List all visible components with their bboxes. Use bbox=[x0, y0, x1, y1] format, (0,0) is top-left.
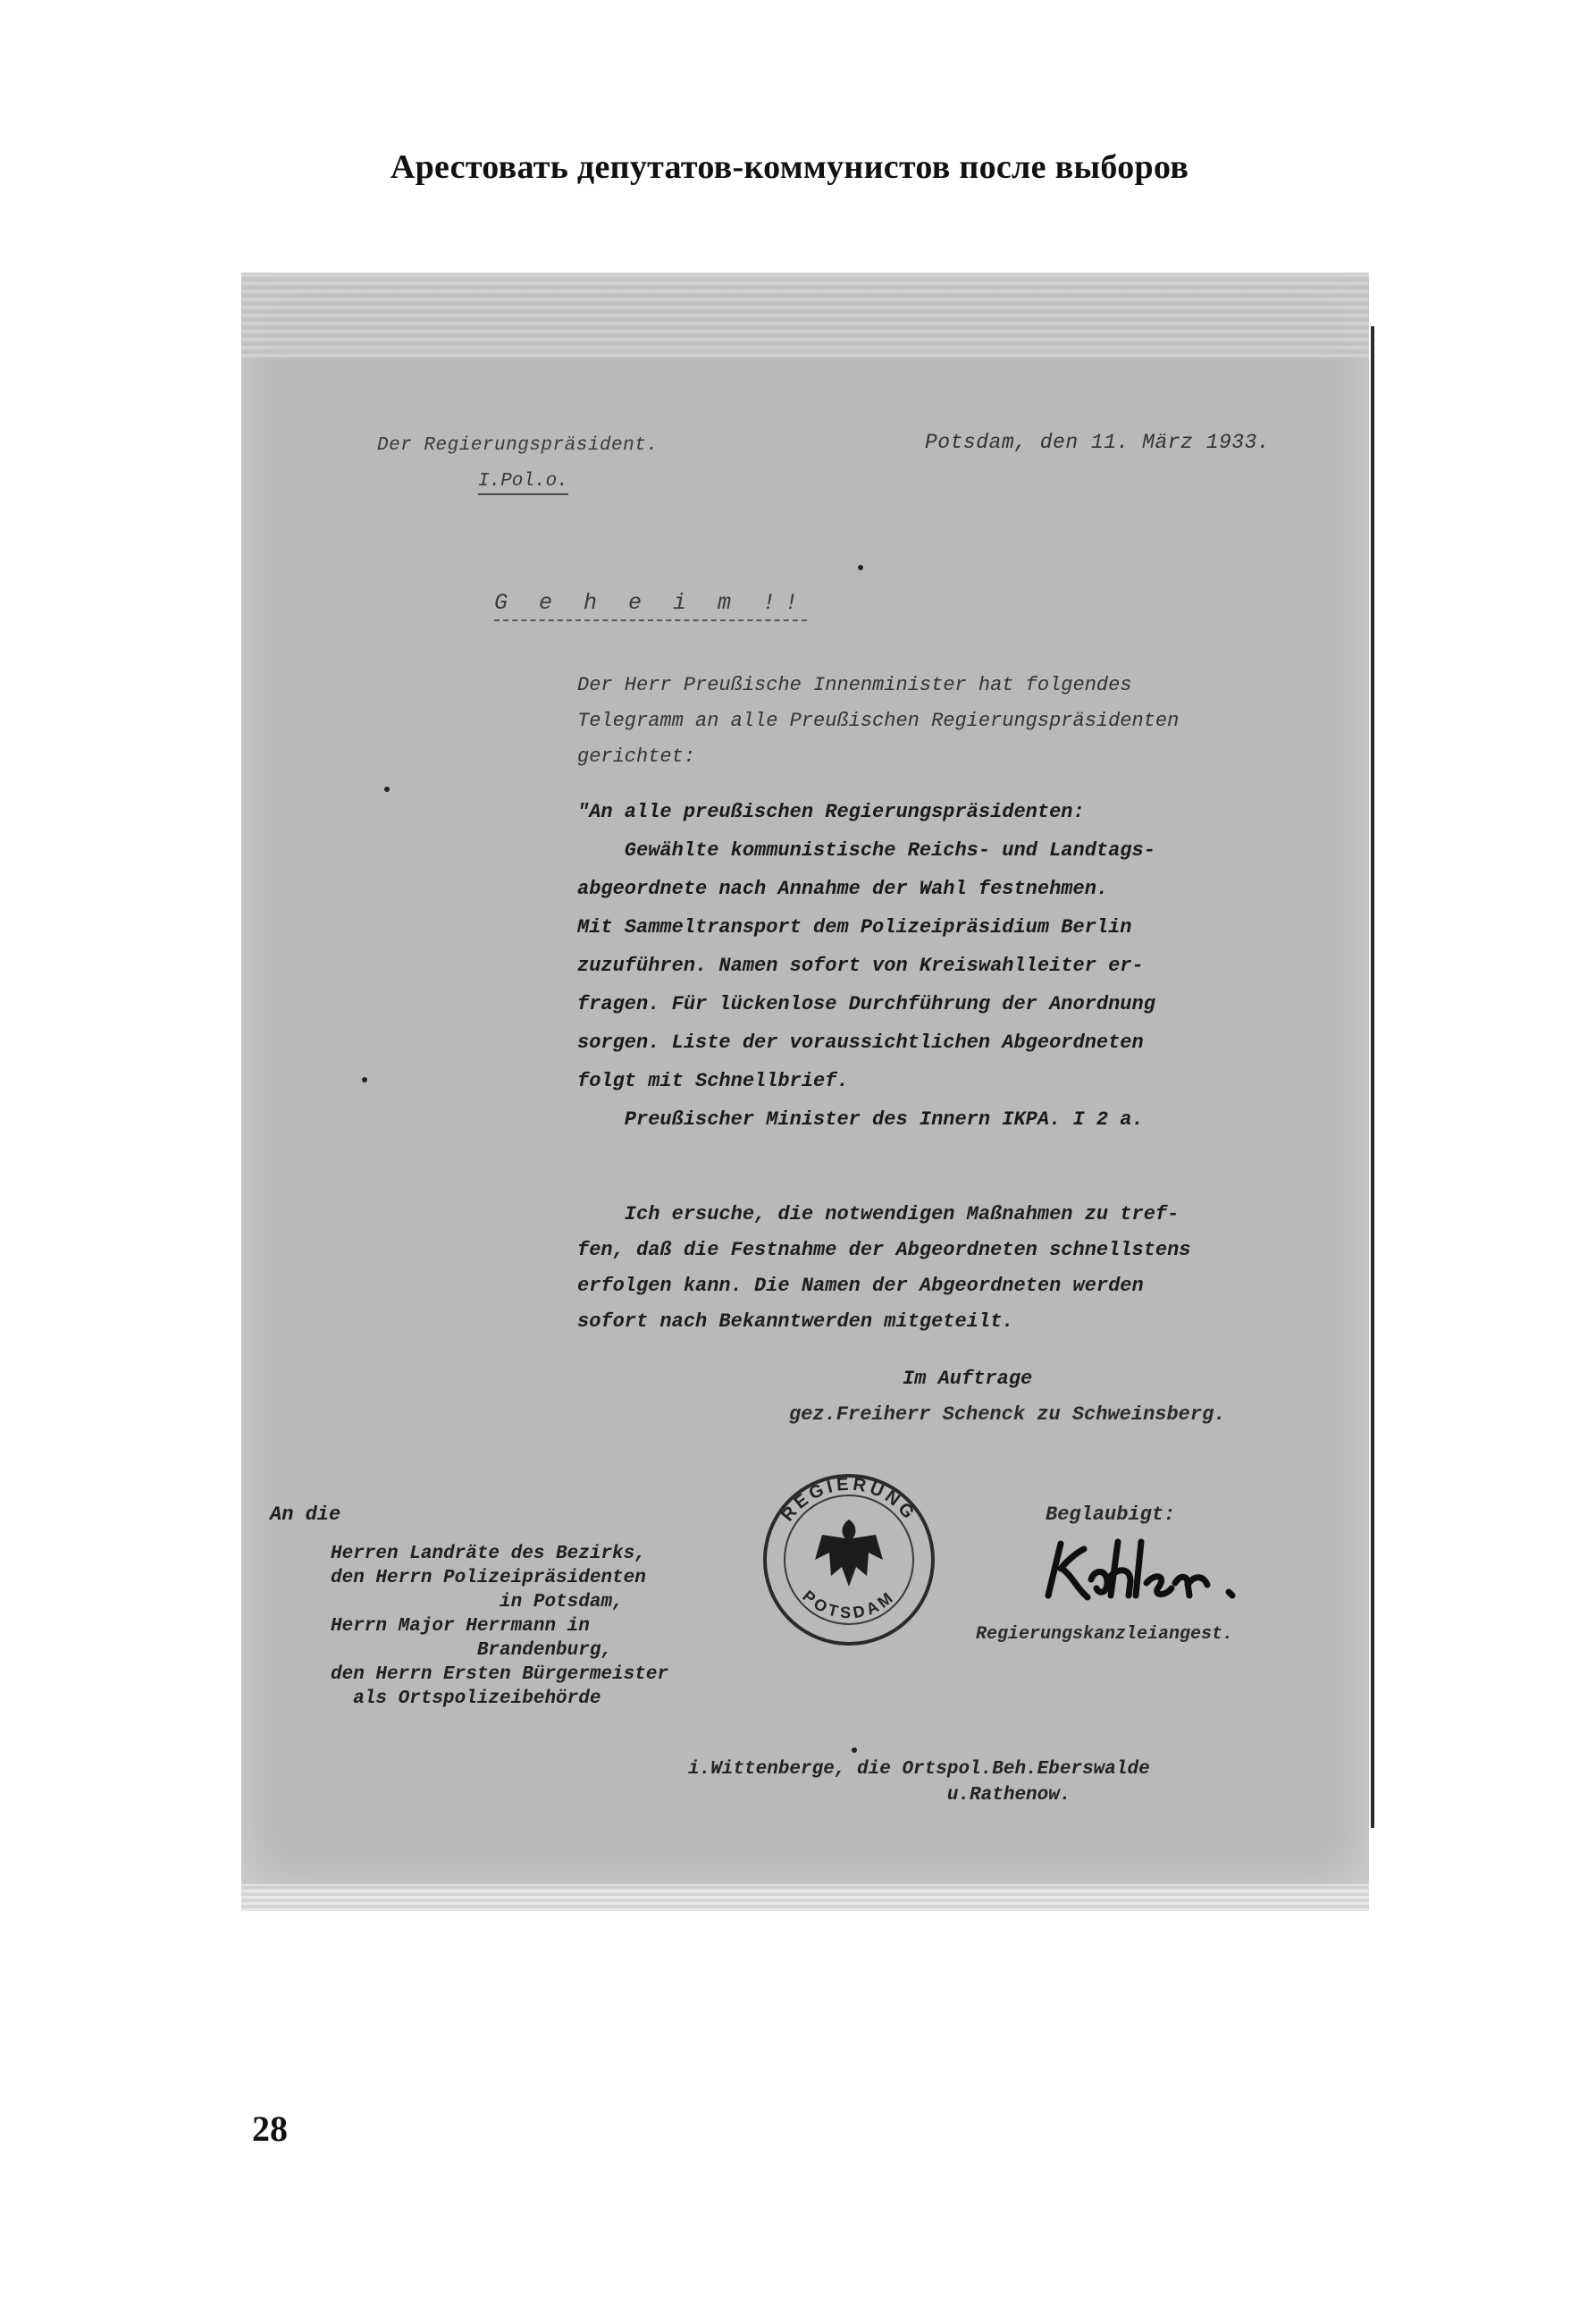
classification-mark: G e h e i m !! bbox=[494, 590, 807, 621]
dateline: Potsdam, den 11. März 1933. bbox=[925, 431, 1271, 454]
addressee-line: den Herrn Polizeipräsidenten bbox=[331, 1568, 646, 1588]
page-number: 28 bbox=[252, 2109, 288, 2149]
addressee-line: Herren Landräte des Bezirks, bbox=[331, 1544, 646, 1564]
telegram-line: Mit Sammeltransport dem Polizeipräsidium Berlin bbox=[577, 916, 1132, 939]
closing-phrase: Im Auftrage bbox=[903, 1368, 1033, 1390]
document-photo bbox=[241, 273, 1369, 1889]
page-title: Арестовать депутатов-коммунистов после выборов bbox=[390, 148, 1189, 186]
telegram-line: Gewählte kommunistische Reichs- und Landtags- bbox=[577, 839, 1155, 862]
telegram-line: "An alle preußischen Regierungspräsidenten: bbox=[577, 801, 1085, 823]
telegram-text bbox=[577, 793, 1355, 1139]
intro-line: gerichtet: bbox=[577, 745, 696, 768]
telegram-line: Preußischer Minister des Innern IKPA. I 2 a. bbox=[577, 1108, 1144, 1131]
svg-text:REGIERUNG bbox=[777, 1475, 920, 1526]
intro-line: Der Herr Preußische Innenminister hat folgendes bbox=[577, 674, 1132, 696]
telegram-line: abgeordnete nach Annahme der Wahl festnehmen. bbox=[577, 878, 1109, 900]
addressee-line: in Potsdam, bbox=[331, 1592, 624, 1612]
additional-recipients bbox=[688, 1756, 1150, 1808]
request-line: sofort nach Bekanntwerden mitgeteilt. bbox=[577, 1310, 1014, 1333]
intro-paragraph bbox=[577, 668, 1355, 775]
addressee-heading: An die bbox=[270, 1503, 341, 1526]
ink-speck bbox=[858, 565, 863, 570]
signed-by: gez.Freiherr Schenck zu Schweinsberg. bbox=[789, 1403, 1226, 1426]
telegram-line: fragen. Für lückenlose Durchführung der Anordnung bbox=[577, 993, 1155, 1015]
additional-recipient-line: i.Wittenberge, die Ortspol.Beh.Eberswalde bbox=[688, 1759, 1150, 1780]
request-line: erfolgen kann. Die Namen der Abgeordneten werden bbox=[577, 1275, 1144, 1297]
ink-speck bbox=[362, 1077, 367, 1082]
addressee-list bbox=[331, 1542, 668, 1711]
official-stamp bbox=[760, 1470, 938, 1649]
telegram-line: sorgen. Liste der voraussichtlichen Abgeordneten bbox=[577, 1031, 1144, 1054]
addressee-line: Herrn Major Herrmann in bbox=[331, 1616, 590, 1637]
intro-line: Telegramm an alle Preußischen Regierungspräsidenten bbox=[577, 710, 1180, 732]
request-line: Ich ersuche, die notwendigen Maßnahmen zu tref- bbox=[577, 1203, 1180, 1225]
request-line: fen, daß die Festnahme der Abgeordneten schnellstens bbox=[577, 1239, 1191, 1261]
telegram-line: folgt mit Schnellbrief. bbox=[577, 1070, 849, 1092]
telegram-line: zuzuführen. Namen sofort von Kreiswahlleiter er- bbox=[577, 955, 1144, 977]
request-paragraph bbox=[577, 1197, 1355, 1340]
handwritten-signature bbox=[1041, 1533, 1309, 1613]
addressee-line: den Herrn Ersten Bürgermeister bbox=[331, 1664, 669, 1685]
ink-speck bbox=[384, 787, 390, 792]
stamp-text-bottom: POTSDAM bbox=[799, 1587, 899, 1622]
certified-label: Beglaubigt: bbox=[1046, 1503, 1176, 1526]
addressee-line: als Ortspolizeibehörde bbox=[331, 1688, 601, 1709]
svg-text:POTSDAM bbox=[799, 1587, 898, 1621]
eagle-emblem-icon bbox=[815, 1520, 883, 1587]
ink-speck bbox=[852, 1747, 857, 1753]
stamp-text-top: REGIERUNG bbox=[777, 1474, 920, 1526]
additional-recipient-line: u.Rathenow. bbox=[688, 1785, 1071, 1806]
addressee-line: Brandenburg, bbox=[331, 1640, 613, 1661]
sender-reference: I.Pol.o. bbox=[478, 471, 568, 495]
photo-edge bbox=[1371, 326, 1374, 1828]
sender: Der Regierungspräsident. bbox=[377, 435, 659, 456]
certifier-title: Regierungskanzleiangest. bbox=[976, 1624, 1234, 1645]
